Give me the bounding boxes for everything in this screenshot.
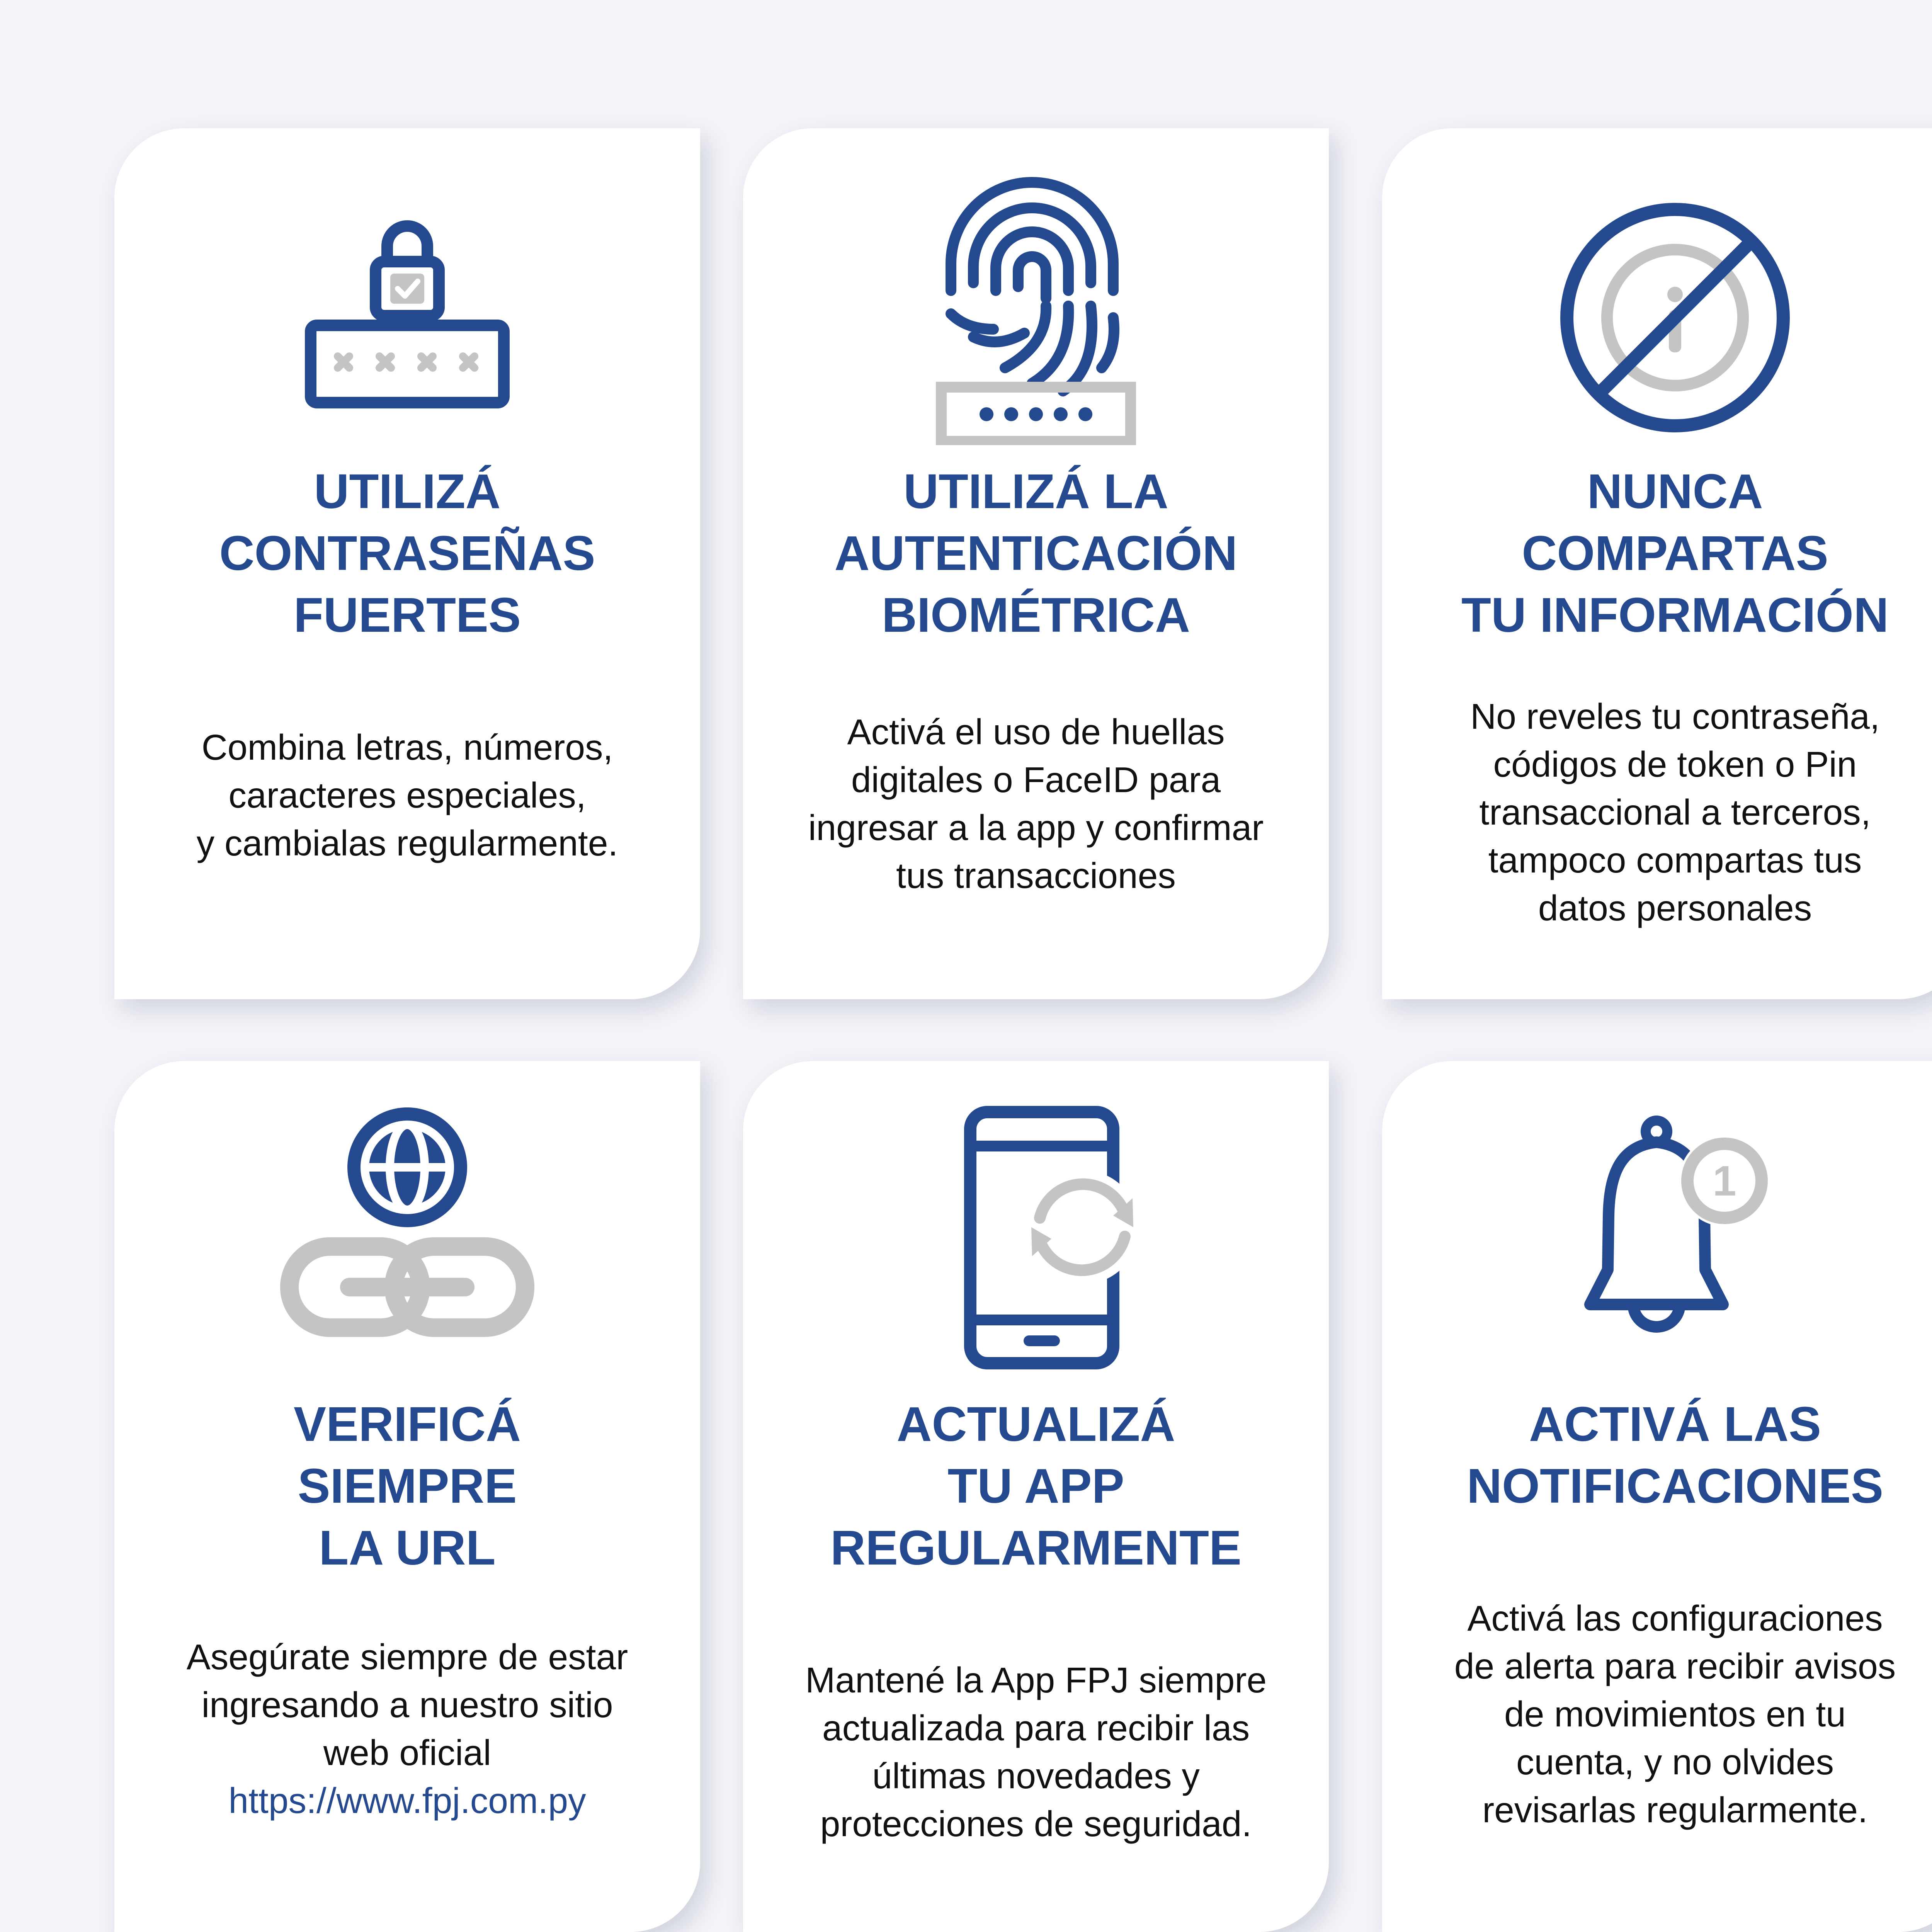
card-description: Mantené la App FPJ siempre actualizada para recibir las últimas novedades y protecciones de seguridad.: [805, 1660, 1267, 1844]
card-description: Activá el uso de huellas digitales o FaceID para ingresar a la app y confirmar tus transacciones: [808, 712, 1264, 896]
card-biometric-auth: [743, 128, 1329, 999]
card-description: Activá las configuraciones de alerta para recibir avisos de movimientos en tu cuenta, y no olvides revisarlas regularmente.: [1454, 1598, 1896, 1830]
phone-refresh-icon: [920, 1104, 1152, 1374]
card-title: UTILIZÁ CONTRASEÑAS FUERTES: [219, 464, 595, 642]
no-info-icon: [1551, 194, 1799, 441]
card-description: Combina letras, números, caracteres especiales, y cambialas regularmente.: [196, 727, 618, 863]
card-title: ACTIVÁ LAS NOTIFICACIONES: [1466, 1397, 1883, 1513]
website-link[interactable]: https://www.fpj.com.py: [228, 1781, 586, 1821]
card-never-share-info: [1382, 128, 1932, 999]
bell-notification-icon: [1567, 1111, 1783, 1335]
card-update-app: [743, 1061, 1329, 1932]
card-description: Asegúrate siempre de estar ingresando a nuestro sitio web oficial https://www.fpj.com.py: [134, 1633, 681, 1825]
svg-text:1: 1: [1713, 1157, 1736, 1205]
fingerprint-pin-icon: [916, 167, 1156, 445]
card-description: No reveles tu contraseña, códigos de token o Pin transaccional a terceros, tampoco compartas tus datos personales: [1470, 696, 1880, 928]
card-title: VERIFICÁ SIEMPRE LA URL: [293, 1397, 521, 1575]
card-title: NUNCA COMPARTAS TU INFORMACIÓN: [1461, 464, 1889, 642]
card-verify-url: [114, 1061, 700, 1932]
card-title: UTILIZÁ LA AUTENTICACIÓN BIOMÉTRICA: [834, 464, 1238, 642]
card-activate-notifications: [1382, 1061, 1932, 1932]
card-title: ACTUALIZÁ TU APP REGULARMENTE: [830, 1397, 1242, 1575]
card-strong-passwords: [114, 128, 700, 999]
globe-link-icon: [280, 1100, 535, 1378]
lock-password-icon: [291, 209, 523, 441]
